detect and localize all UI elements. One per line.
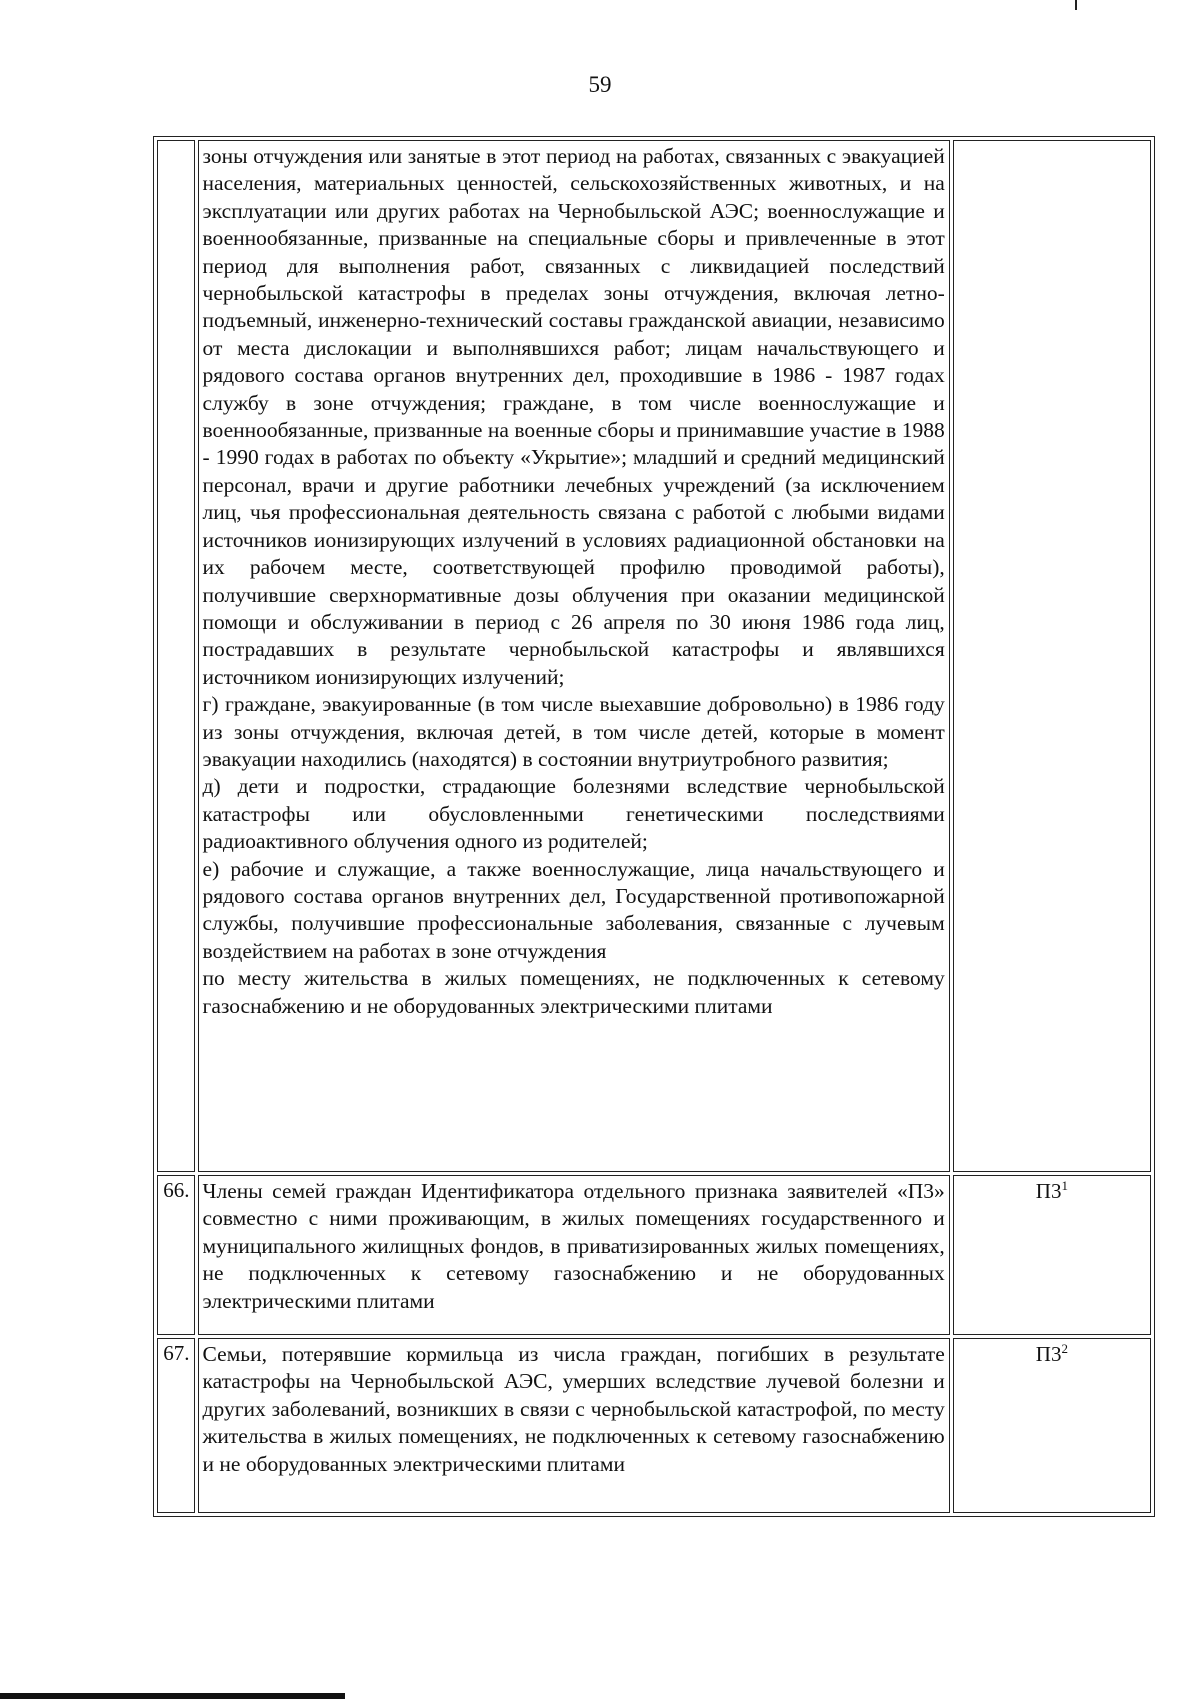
code-text: П3 xyxy=(1035,1342,1062,1366)
row-number: 66. xyxy=(157,1175,195,1335)
row-number: 67. xyxy=(157,1338,195,1513)
row-code xyxy=(953,140,1151,1172)
row-code xyxy=(953,1338,1151,1513)
paragraph: по месту жительства в жилых помещениях, не подключенных к сетевому газоснабжению и не оборудованных электрическими плитами xyxy=(202,966,945,1018)
row-code xyxy=(953,1175,1151,1335)
row-number xyxy=(157,140,195,1172)
code-text: П3 xyxy=(1035,1179,1062,1203)
paragraph: е) рабочие и служащие, а также военнослужащие, лица начальствующего и рядового состава органов внутренних дел, Государственной противопожарной службы, получившие профессиональные заболевания, связанные с лучевым воздействием на работах в зоне отчуждения xyxy=(202,856,945,963)
code-superscript: 2 xyxy=(1061,1341,1068,1356)
scan-margin-mark xyxy=(1075,0,1077,10)
paragraph: Члены семей граждан Идентификатора отдельного признака заявителей «П3» совместно с ними проживающим, в жилых помещениях государственного и муниципального жилищных фондов, в приватизированных жилых помещениях, не подключенных к сетевому газоснабжению и не оборудованных электрическими плитами xyxy=(202,1179,945,1313)
code-superscript: 1 xyxy=(1061,1178,1068,1193)
table-row xyxy=(157,140,1151,1172)
page-number: 59 xyxy=(588,72,612,97)
benefits-table xyxy=(153,136,1155,1517)
row-description xyxy=(198,1175,950,1335)
paragraph: г) граждане, эвакуированные (в том числе выехавшие добровольно) в 1986 году из зоны отчуждения, включая детей, в том числе детей, которые в момент эвакуации находились (находятся) в состоянии внутриутробного развития; xyxy=(202,692,945,771)
paragraph: зоны отчуждения или занятые в этот период на работах, связанных с эвакуацией населения, материальных ценностей, сельскохозяйственных животных, и на эксплуатации или других работах на Чернобыльской АЭС; военнослужащие и военнообязанные, призванные на специальные сборы и привлеченные в этот период для выполнения работ, связанных с ликвидацией последствий чернобыльской катастрофы в пределах зоны отчуждения, включая летно-подъемный, инженерно-технический составы гражданской авиации, независимо от места дислокации и выполнявшихся работ; лицам начальствующего и рядового состава органов внутренних дел, проходившие в 1986 - 1987 годах службу в зоне отчуждения; граждане, в том числе военнослужащие и военнообязанные, призванные на военные сборы и принимавшие участие в 1988 - 1990 годах в работах по объекту «Укрытие»; младший и средний медицинский персонал, врачи и другие работники лечебных учреждений (за исключением лиц, чья профессиональная деятельность связана с работой с любыми видами источников ионизирующих излучений в условиях радиационной обстановки на их рабочем месте, соответствующей профилю проводимой работы), получившие сверхнормативные дозы облучения при оказании медицинской помощи и обслуживании в период с 26 апреля по 30 июня 1986 года лиц, пострадавших в результате чернобыльской катастрофы и являвшихся источником ионизирующих излучений; xyxy=(202,144,945,689)
row-description xyxy=(198,1338,950,1513)
row-description xyxy=(198,140,950,1172)
table-row xyxy=(157,1175,1151,1335)
paragraph: Семьи, потерявшие кормильца из числа граждан, погибших в результате катастрофы на Чернобыльской АЭС, умерших вследствие лучевой болезни и других заболеваний, возникших в связи с чернобыльской катастрофой, по месту жительства в жилых помещениях, не подключенных к сетевому газоснабжению и не оборудованных электрическими плитами xyxy=(202,1342,945,1476)
scan-edge-mark xyxy=(0,1693,345,1699)
paragraph: д) дети и подростки, страдающие болезнями вследствие чернобыльской катастрофы или обусловленными генетическими последствиями радиоактивного облучения одного из родителей; xyxy=(202,774,945,854)
table-row xyxy=(157,1338,1151,1513)
